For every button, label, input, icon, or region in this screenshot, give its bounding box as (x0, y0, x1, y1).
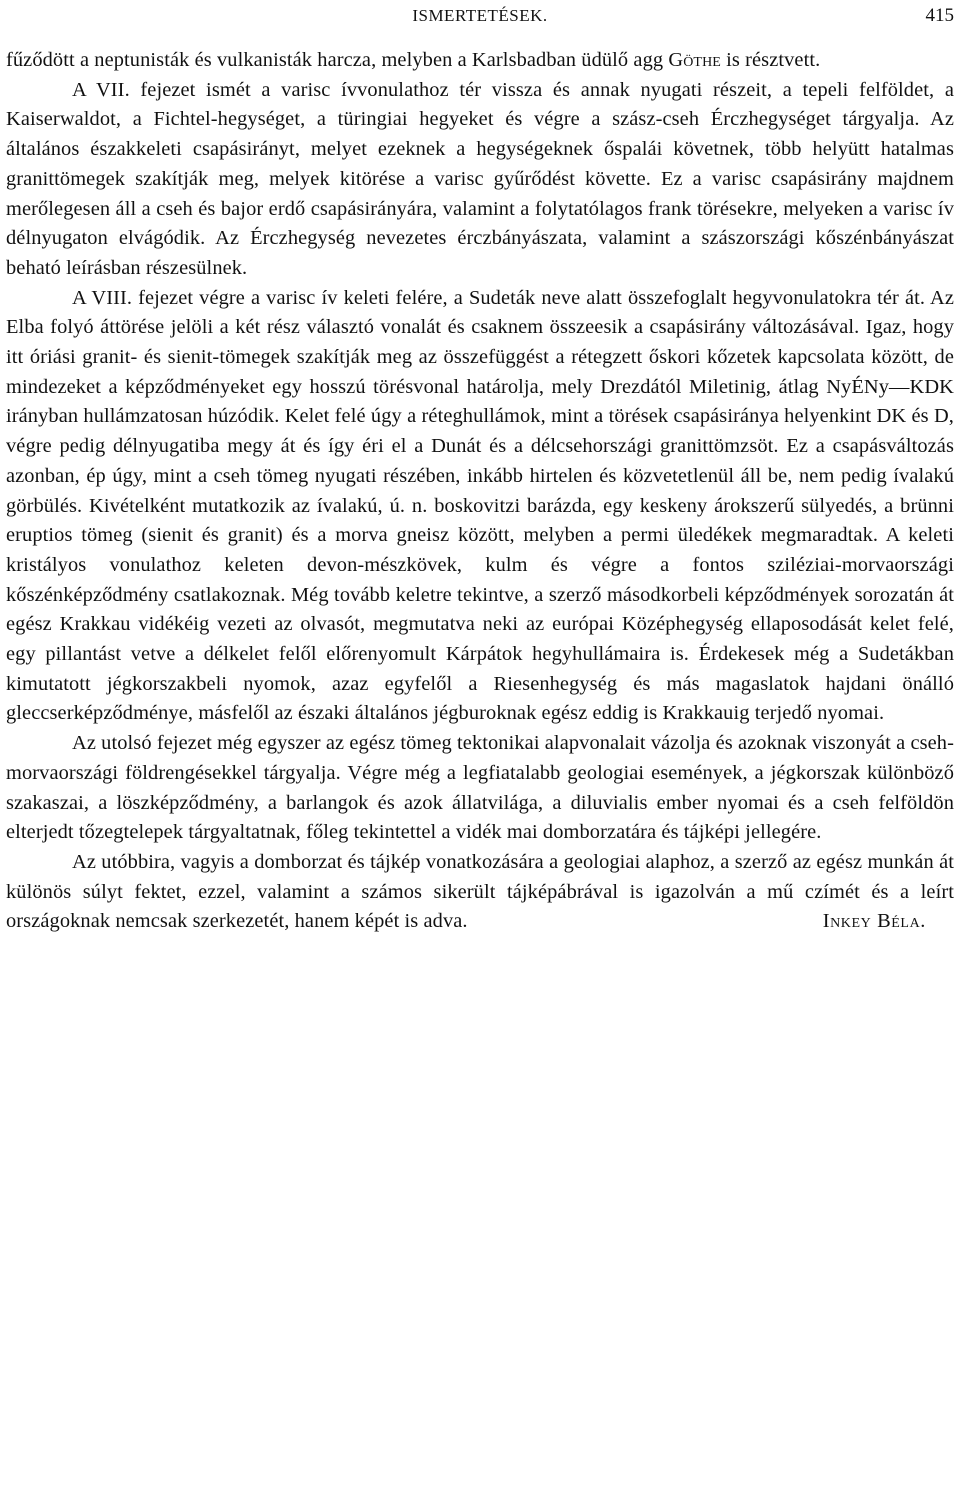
page-number: 415 (925, 5, 954, 26)
reviewer-signature: Inkey Béla. (822, 910, 926, 933)
article-body (6, 46, 954, 937)
paragraph-continuation (6, 46, 954, 76)
paragraph-conclusion-text: Az utóbbira, vagyis a domborzat és tájkép vonatkozására a geologiai alaphoz, a szerző az egész munkán át különös súlyt fektet, ezzel, valamint a számos sikerült tájképábrával is igazolván a mű czímét és a leírt országoknak nemcsak szerkezetét, hanem képét is adva. (6, 850, 954, 933)
paragraph-text-before-name: fűződött a neptunisták és vulkanisták harcza, melyben a Karlsbadban üdülő agg (6, 49, 669, 71)
journal-page (6, 0, 954, 933)
running-header (6, 0, 954, 34)
paragraph-conclusion (6, 848, 954, 937)
paragraph-chapter-viii: A VIII. fejezet végre a varisc ív keleti felére, a Sudeták neve alatt összefoglalt hegyvonulatokra tér át. Az Elba folyó áttörése jelöli a két rész választó vonalát és csaknem összeesik a csapásirány változásával. Igaz, hogy itt óriási granit- és sienit-tömegek szakítják meg az összefüggést a rétegzett őskori kőzetek kapcsolata között, de mindezeket a képződményeket egy hosszú törésvonal határolja, mely Drezdától Miletinig, átlag NyÉNy—KDK irányban hullámzatosan húzódik. Kelet felé úgy a réteghullámok, mint a törések csapásiránya helyenkint DK és D, végre pedig délnyugatiba megy át és így éri el a Dunát és a délcsehországi granittömzsöt. Ez a csapásváltozás azonban, ép úgy, mint a cseh tömeg nyugati részében, inkább hirtelen és közvetetlenül áll be, nem pedig ívalakú görbülés. Kivételként mutatkozik az ívalakú, ú. n. boskovitzi barázda, egy keskeny árokszerű sülyedés, a brünni eruptios tömeg (sienit és granit) és a morva gneisz között, melyben a permi üledékek megmaradtak. A keleti kristályos vonulathoz keleten devon-mészkövek, kulm és végre a fontos sziléziai-morvaországi kőszénképződmény csatlakoznak. Még tovább keletre tekintve, a szerző másodkorbeli képződmények sorozatán át egész Krakkau vidékéig vezeti az olvasót, megmutatva neki az európai Középhegység ellaposodását kelet felé, egy pillantást vetve a délkelet felől előrenyomult Kárpátok hegyhullámaira is. Érdekesek még a Sudetákban kimutatott jégkorszakbeli nyomok, azaz egyfelől a Riesenhegység és más magaslatok hajdani önálló gleccserképződménye, másfelől az északi általános jégburoknak egész eddig is Krakkauig terjedő nyomai. (6, 286, 954, 725)
paragraph-text-after-name: is résztvett. (720, 49, 821, 71)
paragraph-chapter-vii: A VII. fejezet ismét a varisc ívvonulathoz tér vissza és annak nyugati részeit, a tepeli felföldet, a Kaiserwaldot, a Fichtel-hegységet, a türingiai hegyeket és végre a szász-cseh Érczhegységet tárgyalja. Az általános északkeleti csapásirányt, melyet ezeknek a hegységeknek őspalái követnek, több helyütt hatalmas granittömegek szakítják meg, melyek kitörése a varisc gyűrődést követte. Ez a varisc csapásirány majdnem merőlegesen áll a cseh és bajor erdő csapásirányára, valamint a folytatólagos frank törésekre, melyeken a varisc ív délnyugaton elvágódik. Az Érczhegység nevezetes érczbányászata, valamint a szászországi kőszénbányászat beható leírásban részesülnek. (6, 78, 954, 279)
author-name-goethe: Göthe (668, 49, 721, 71)
paragraph-last-chapter: Az utolsó fejezet még egyszer az egész tömeg tektonikai alapvonalait vázolja és azoknak viszonyát a cseh-morvaországi földrengésekkel tárgyalja. Végre még a legfiatalabb geologiai események, a jégkorszak különböző szakaszai, a löszképződmény, a barlangok és azok állatvilága, a diluvialis ember nyomai és a cseh felföldön elterjedt tőzegtelepek tárgyaltatnak, főleg tekintettel a vidék mai domborzatára és tájképi jellegére. (6, 732, 954, 844)
running-title: ISMERTETÉSEK. (412, 6, 548, 25)
